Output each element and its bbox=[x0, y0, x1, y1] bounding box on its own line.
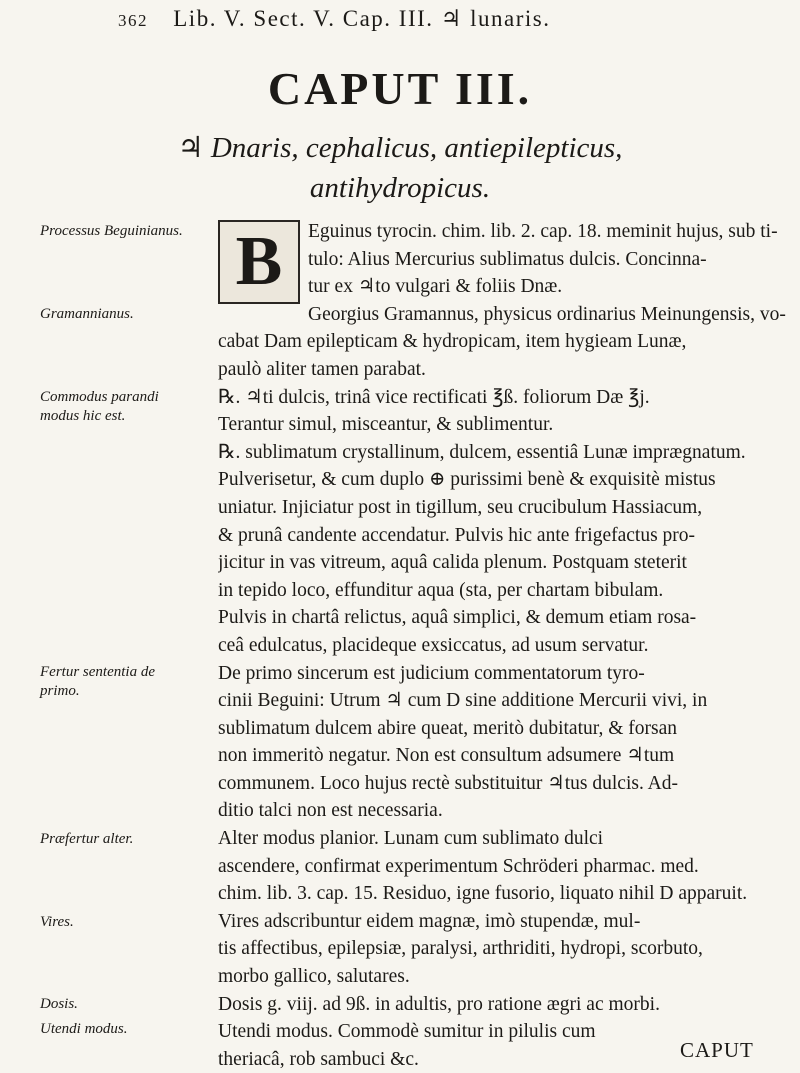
text-line: paulò aliter tamen parabat. bbox=[218, 358, 426, 380]
text-line: Dosis g. viij. ad 9ß. in adultis, pro ratione ægri ac morbi. bbox=[218, 993, 660, 1015]
margin-note: Utendi modus. bbox=[40, 1021, 128, 1037]
margin-note: Dosis. bbox=[40, 996, 78, 1012]
text-line: non immeritò negatur. Non est consultum adsumere ♃tum bbox=[218, 745, 675, 767]
margin-note: Processus Beguinianus. bbox=[40, 223, 183, 239]
text-line: ceâ edulcatus, placideque exsiccatus, ad usum servatur. bbox=[218, 634, 649, 656]
text-line: theriacâ, rob sambuci &c. bbox=[218, 1048, 419, 1070]
margin-note: Vires. bbox=[40, 914, 74, 930]
text-line: morbo gallico, salutares. bbox=[218, 966, 410, 988]
chapter-subtitle bbox=[0, 128, 800, 208]
text-line: Utendi modus. Commodè sumitur in pilulis cum bbox=[218, 1021, 596, 1043]
running-head bbox=[118, 6, 718, 56]
text-line: cabat Dam epilepticam & hydropicam, item hygieam Lunæ, bbox=[218, 331, 687, 353]
text-line: cinii Beguini: Utrum ♃ cum D sine additione Mercurii vivi, in bbox=[218, 690, 708, 712]
text-line: ℞. ♃ti dulcis, trinâ vice rectificati ℥ß. foliorum Dæ ℥j. bbox=[218, 386, 650, 408]
drop-cap bbox=[218, 220, 300, 304]
text-line: De primo sincerum est judicium commentatorum tyro- bbox=[218, 662, 645, 684]
margin-note: Præfertur alter. bbox=[40, 831, 134, 847]
text-line: tis affectibus, epilepsiæ, paralysi, arthriditi, hydropi, scorbuto, bbox=[218, 938, 703, 960]
text-line: Terantur simul, misceantur, & sublimentur. bbox=[218, 414, 554, 436]
subtitle-line: antihydropicus. bbox=[309, 172, 491, 204]
catchword: CAPUT bbox=[680, 1038, 754, 1062]
text-line: Vires adscribuntur eidem magnæ, imò stupendæ, mul- bbox=[218, 910, 641, 932]
text-line: Georgius Gramannus, physicus ordinarius Meinungensis, vo- bbox=[308, 303, 786, 325]
text-line: Alter modus planior. Lunam cum sublimato dulci bbox=[218, 828, 604, 850]
margin-note: Commodus parandi modus hic est. bbox=[40, 389, 159, 424]
page-number: 362 bbox=[118, 11, 148, 30]
text-line: Pulvis in chartâ relictus, aquâ simplici, & demum etiam rosa- bbox=[218, 607, 697, 629]
text-line: chim. lib. 3. cap. 15. Residuo, igne fusorio, liquato nihil D apparuit. bbox=[218, 883, 748, 905]
text-line: tur ex ♃to vulgari & foliis Dnæ. bbox=[308, 276, 563, 298]
text-line: communem. Loco hujus rectè substituitur ♃tus dulcis. Ad- bbox=[218, 772, 678, 794]
text-line: ℞. sublimatum crystallinum, dulcem, essentiâ Lunæ imprægnatum. bbox=[218, 441, 746, 463]
margin-note: Fertur sententia de primo. bbox=[40, 664, 155, 699]
drop-cap-letter: B bbox=[235, 223, 283, 300]
margin-note: Gramannianus. bbox=[40, 306, 134, 322]
text-line: jicitur in vas vitreum, aquâ calida plenum. Postquam steterit bbox=[218, 552, 687, 574]
text-line: & prunâ candente accendatur. Pulvis hic ante frigefactus pro- bbox=[218, 524, 696, 546]
text-line: uniatur. Injiciatur post in tigillum, seu crucibulum Hassiacum, bbox=[218, 496, 703, 518]
running-head-text: Lib. V. Sect. V. Cap. III. ♃ lunaris. bbox=[173, 6, 551, 31]
text-line: ascendere, confirmat experimentum Schröderi pharmac. med. bbox=[218, 855, 699, 877]
subtitle-line: ♃ Dnaris, cephalicus, antiepilepticus, bbox=[177, 132, 623, 164]
text-line: in tepido loco, effunditur aqua (sta, per chartam bibulam. bbox=[218, 579, 664, 601]
text-line: Eguinus tyrocin. chim. lib. 2. cap. 18. meminit hujus, sub ti- bbox=[308, 221, 778, 242]
text-line: ditio talci non est necessaria. bbox=[218, 800, 443, 822]
body-text bbox=[218, 218, 790, 1073]
text-line: sublimatum dulcem abire queat, meritò dubitatur, & forsan bbox=[218, 717, 677, 739]
text-line: tulo: Alius Mercurius sublimatus dulcis. Concinna- bbox=[308, 248, 707, 270]
text-line: Pulverisetur, & cum duplo ⊕ purissimi benè & exquisitè mistus bbox=[218, 469, 716, 491]
chapter-title: CAPUT III. bbox=[267, 63, 533, 114]
